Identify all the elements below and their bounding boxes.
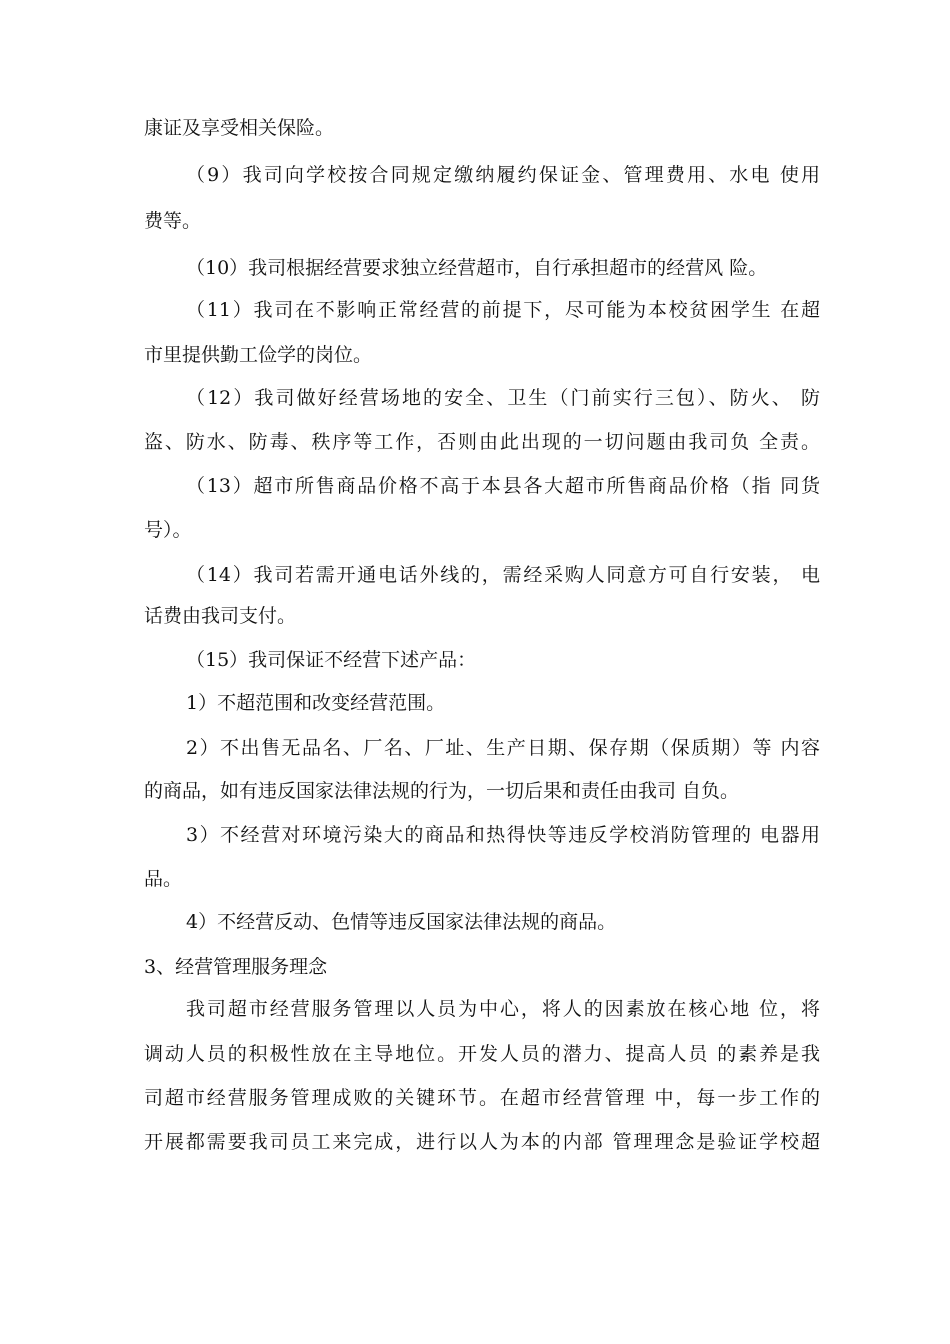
text-line: （9）我司向学校按合同规定缴纳履约保证金、管理费用、水电 使用	[186, 164, 820, 186]
text-line: （13）超市所售商品价格不高于本县各大超市所售商品价格（指 同货	[186, 475, 820, 497]
text-line: 1）不超范围和改变经营范围。	[186, 692, 446, 714]
text-line: （10）我司根据经营要求独立经营超市，自行承担超市的经营风 险。	[186, 257, 768, 279]
text-line: 费等。	[144, 210, 202, 232]
text-line: 品。	[144, 868, 183, 890]
text-line: 号）。	[144, 519, 192, 541]
text-line: 4）不经营反动、色情等违反国家法律法规的商品。	[186, 911, 617, 933]
text-line: 2）不出售无品名、厂名、厂址、生产日期、保存期（保质期）等 内容	[186, 737, 820, 759]
text-line: 3）不经营对环境污染大的商品和热得快等违反学校消防管理的 电器用	[186, 824, 820, 846]
text-line: 调动人员的积极性放在主导地位。开发人员的潜力、提高人员 的素养是我	[144, 1043, 820, 1065]
text-line: 的商品，如有违反国家法律法规的行为，一切后果和责任由我司 自负。	[144, 780, 740, 802]
text-line: （14）我司若需开通电话外线的，需经采购人同意方可自行安装， 电	[186, 564, 820, 586]
text-line: 司超市经营服务管理成败的关键环节。在超市经营管理 中，每一步工作的	[144, 1087, 820, 1109]
text-line: （11）我司在不影响正常经营的前提下，尽可能为本校贫困学生 在超	[186, 299, 820, 321]
text-line: （12）我司做好经营场地的安全、卫生（门前实行三包）、防火、 防	[186, 387, 820, 409]
text-line: 开展都需要我司员工来完成，进行以人为本的内部 管理理念是验证学校超	[144, 1131, 820, 1153]
text-line: 盗、防水、防毒、秩序等工作，否则由此出现的一切问题由我司负 全责。	[144, 431, 820, 453]
text-line: 我司超市经营服务管理以人员为中心，将人的因素放在核心地 位，将	[186, 998, 820, 1020]
section-heading: 3、经营管理服务理念	[144, 956, 328, 978]
text-line: （15）我司保证不经营下述产品：	[186, 649, 477, 671]
text-line: 市里提供勤工俭学的岗位。	[144, 344, 373, 366]
text-line: 康证及享受相关保险。	[144, 117, 335, 139]
text-line: 话费由我司支付。	[144, 605, 297, 627]
